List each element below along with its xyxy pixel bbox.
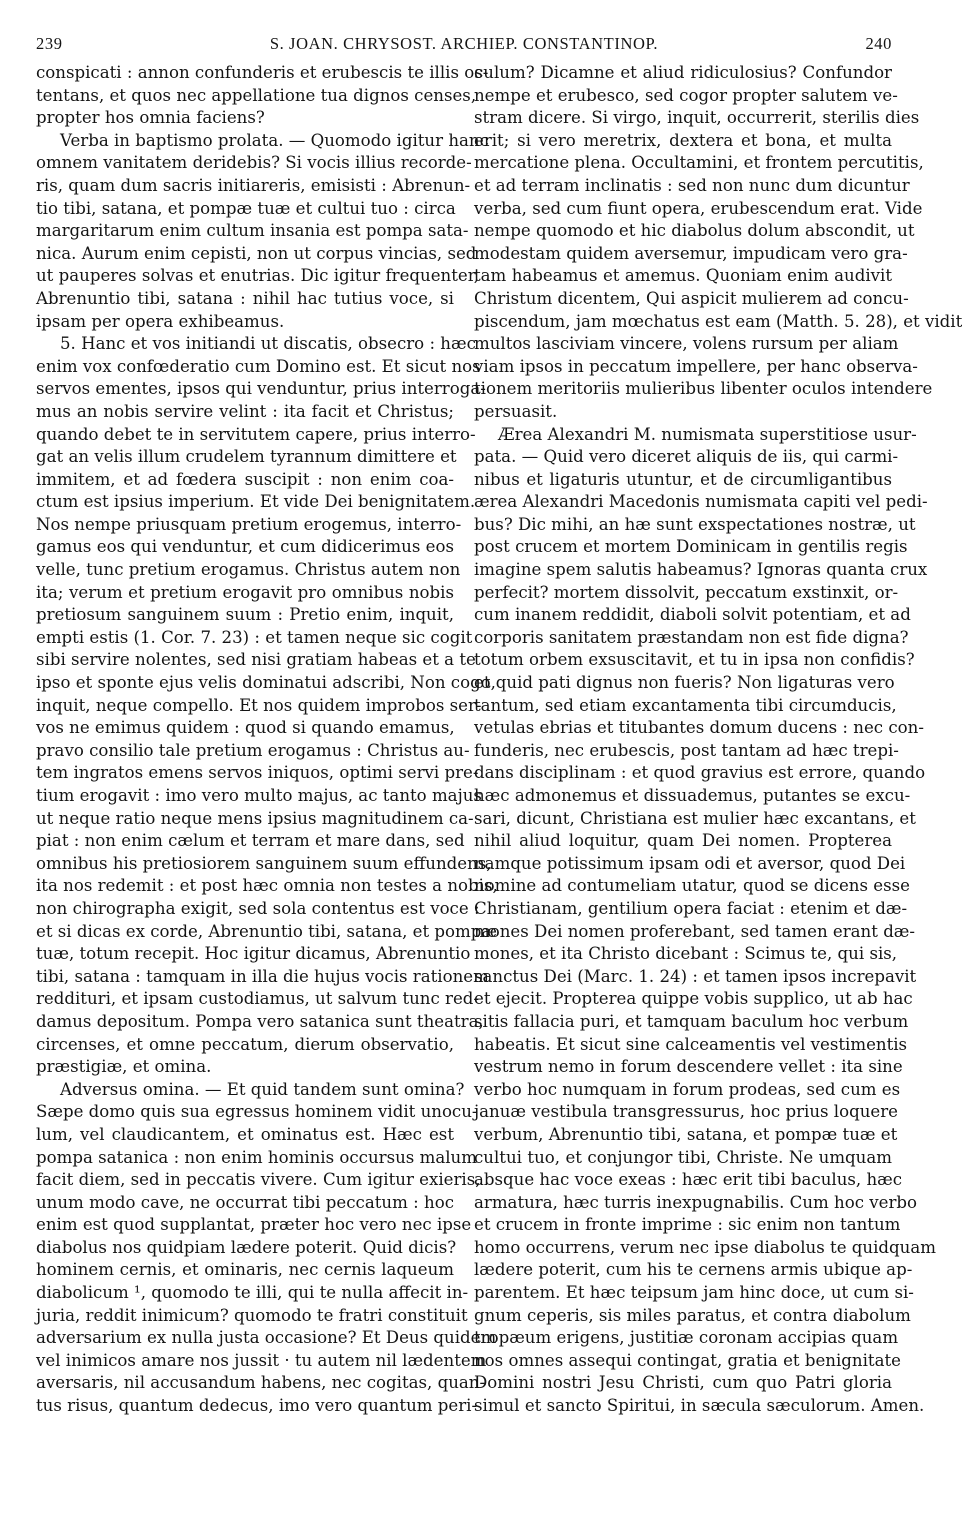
text-line: armatura, hæc turris inexpugnabilis. Cum hoc verbo xyxy=(474,1192,918,1212)
text-line: lum, vel claudicantem, et ominatus est. Hæc est xyxy=(36,1124,454,1144)
text-line: diabolicum ¹, quomodo te illi, qui te nulla affecit in- xyxy=(36,1283,469,1303)
text-line: ris, quam dum sacris initiareris, emisisti : Abrenun- xyxy=(36,175,471,195)
text-line: margaritarum enim cultum insania est pompa sata- xyxy=(36,221,469,241)
text-line: bus? Dic mihi, an hæ sunt exspectationes nostræ, ut xyxy=(474,514,916,534)
text-line: tium erogavit : imo vero multo majus, ac tanto majus xyxy=(36,786,482,805)
text-line: sari, dicunt, Christiana est mulier hæc excantans, et xyxy=(474,808,916,828)
text-line: dans disciplinam : et quod gravius est errore, quando xyxy=(474,763,926,783)
text-line: post crucem et mortem Dominicam in gentilis regis xyxy=(474,537,908,557)
text-line: nempe quomodo et hic diabolus dolum abscondit, ut xyxy=(474,221,915,241)
text-line: ut pauperes solvas et enutrias. Dic igitur frequenter, xyxy=(36,266,480,286)
text-line: mones, et ita Christo dicebant : Scimus te, qui sis, xyxy=(474,944,898,964)
text-line: Abrenuntio tibi, satana : nihil hac tutius voce, si xyxy=(36,288,454,308)
text-line: perfecit? mortem dissolvit, peccatum exstinxit, or- xyxy=(474,582,899,602)
text-line: pravo consilio tale pretium erogamus : Christus au- xyxy=(36,740,470,760)
text-line: simul et sancto Spiritui, in sæcula sæculorum. Amen. xyxy=(474,1396,925,1416)
text-line: aversaris, nil accusandum habens, nec cogitas, quan- xyxy=(36,1373,486,1393)
text-line: pata. — Quid vero diceret aliquis de iis, qui carmi- xyxy=(474,447,899,467)
text-line: Domini nostri Jesu Christi, cum quo Patri gloria xyxy=(474,1373,892,1393)
text-line: sitis fallacia puri, et tamquam baculum hoc verbum xyxy=(474,1011,909,1031)
text-line: Sæpe domo quis sua egressus hominem vidit unocu- xyxy=(36,1102,478,1122)
text-line: corporis sanitatem præstandam non est fide digna? xyxy=(474,627,909,647)
left-column xyxy=(36,62,498,1418)
text-line: verbum, Abrenuntio tibi, satana, et pompæ tuæ et xyxy=(474,1124,898,1144)
text-line: erit; si vero meretrix, dextera et bona, et multa xyxy=(474,130,892,150)
text-line: tuæ, totum recepit. Hoc igitur dicamus, Abrenuntio xyxy=(36,944,471,964)
text-line: nihil aliud loquitur, quam Dei nomen. Propterea xyxy=(474,831,892,851)
text-line: ctum est ipsius imperium. Et vide Dei benignitatem. xyxy=(36,492,476,512)
text-line: damus depositum. Pompa vero satanica sunt theatra, xyxy=(36,1011,484,1031)
text-line: tem ingratos emens servos iniquos, optimi servi pre- xyxy=(36,763,479,783)
text-line: velle, tunc pretium erogamus. Christus autem non xyxy=(36,560,461,580)
text-line: et crucem in fronte imprime : sic enim non tantum xyxy=(474,1215,901,1235)
text-line: enim est quod supplantat, præter hoc vero nec ipse xyxy=(36,1215,472,1235)
text-line: vel inimicos amare nos jussit · tu autem nil lædentem xyxy=(36,1350,487,1370)
text-line: lædere poterit, cum his te cernens armis ubique ap- xyxy=(474,1260,913,1280)
text-line: enim vox confœderatio cum Domino est. Et sicut nos xyxy=(36,356,481,376)
text-line: empti estis (1. Cor. 7. 23) : et tamen neque sic cogit xyxy=(36,627,473,647)
text-line: modestam quidem aversemur, impudicam vero gra- xyxy=(474,243,908,263)
text-line: Nos nempe priusquam pretium erogemus, interro- xyxy=(36,514,462,534)
text-line: vetulas ebrias et titubantes domum ducens : nec con- xyxy=(474,718,924,738)
text-line: ærea Alexandri Macedonis numismata capiti vel pedi- xyxy=(474,492,928,512)
text-line: non chirographa exigit, sed sola contentus est voce : xyxy=(36,898,480,918)
text-line: 5. Hanc et vos initiandi ut discatis, obsecro : hæc xyxy=(60,334,476,354)
text-line: pompa satanica : non enim hominis occursus malum xyxy=(36,1147,477,1167)
text-line: culum? Dicamne et aliud ridiculosius? Confundor xyxy=(474,63,892,82)
text-line: piat : non enim cælum et terram et mare dans, sed xyxy=(36,831,465,851)
text-line: pretiosum sanguinem suum : Pretio enim, inquit, xyxy=(36,605,454,625)
text-line: gat an velis illum crudelem tyrannum dimittere et xyxy=(36,447,457,467)
text-line: habeatis. Et sicut sine calceamentis vel vestimentis xyxy=(474,1034,908,1054)
text-line: verbo hoc numquam in forum prodeas, sed cum es xyxy=(474,1079,901,1099)
text-line: servos ementes, ipsos qui venduntur, prius interroga- xyxy=(36,379,486,399)
right-column xyxy=(474,62,962,1418)
text-line: adversarium ex nulla justa occasione? Et Deus quidem xyxy=(36,1328,497,1348)
text-line: tam habeamus et amemus. Quoniam enim audivit xyxy=(474,266,892,286)
text-line: facit diem, sed in peccatis vivere. Cum igitur exieris, xyxy=(36,1170,481,1190)
text-line: præstigiæ, et omina. xyxy=(36,1057,212,1077)
text-line: nibus et ligaturis utuntur, et de circumligantibus xyxy=(474,469,892,489)
text-line: funderis, nec erubescis, post tantam ad hæc trepi- xyxy=(474,740,899,760)
text-line: tropæum erigens, justitiæ coronam accipias quam xyxy=(474,1328,899,1348)
text-line: Adversus omina. — Et quid tandem sunt omina? xyxy=(60,1079,465,1099)
text-line: Christianam, gentilium opera faciat : etenim et dæ- xyxy=(474,898,908,918)
text-line: ipsam per opera exhibeamus. xyxy=(36,311,285,331)
text-line: Ærea Alexandri M. numismata superstitiose usur- xyxy=(498,424,917,444)
text-line: sanctus Dei (Marc. 1. 24) : et tamen ipsos increpavit xyxy=(474,966,917,986)
text-line: inquit, neque compello. Et nos quidem improbos ser- xyxy=(36,695,482,715)
text-line: tentans, et quos nec appellatione tua dignos censes, xyxy=(36,85,477,105)
text-line: multos lasciviam vincere, volens rursum per aliam xyxy=(474,334,899,354)
text-line: tibi, satana : tamquam in illa die hujus vocis rationem xyxy=(36,966,489,986)
text-line: et ad terram inclinatis : sed non nunc dum dicuntur xyxy=(474,175,910,195)
text-line: sibi servire nolentes, sed nisi gratiam habeas et a te xyxy=(36,650,476,670)
text-line: ut neque ratio neque mens ipsius magnitudinem ca- xyxy=(36,808,474,828)
text-line: januæ vestibula transgressurus, hoc prius loquere xyxy=(474,1102,898,1122)
text-line: et si dicas ex corde, Abrenuntio tibi, satana, et pompæ xyxy=(36,921,497,941)
text-line: verba, sed cum fiunt opera, erubescendum erat. Vide xyxy=(474,198,923,218)
text-line: ita; verum et pretium erogavit pro omnibus nobis xyxy=(36,582,454,602)
text-line: Verba in baptismo prolata. — Quomodo igitur hanc xyxy=(60,130,489,150)
text-line: Christum dicentem, Qui aspicit mulierem ad concu- xyxy=(474,288,909,308)
text-line: immitem, et ad fœdera suscipit : non enim coa- xyxy=(36,469,454,489)
text-line: gnum ceperis, sis miles paratus, et contra diabolum xyxy=(474,1305,911,1325)
text-line: hæc admonemus et dissuademus, putantes se excu- xyxy=(474,786,911,805)
text-line: cum inanem reddidit, diaboli solvit potentiam, et ad xyxy=(474,605,911,625)
text-line: juria, reddit inimicum? quomodo te fratri constituit xyxy=(36,1305,468,1325)
text-line: cultui tuo, et conjungor tibi, Christe. Ne umquam xyxy=(474,1147,892,1167)
text-line: reddituri, et ipsam custodiamus, ut salvum tunc red- xyxy=(36,989,480,1009)
text-line: omnem vanitatem deridebis? Si vocis illius recorde- xyxy=(36,153,472,173)
text-line: hominem cernis, et ominaris, nec cernis laqueum xyxy=(36,1260,454,1280)
text-line: et ejecit. Propterea quippe vobis supplico, ut ab hac xyxy=(474,989,913,1009)
text-line: piscendum, jam mœchatus est eam (Matth. 5. 28), et vidit xyxy=(474,311,962,331)
text-line: unum modo cave, ne occurrat tibi peccatum : hoc xyxy=(36,1192,454,1212)
text-line: nos omnes assequi contingat, gratia et benignitate xyxy=(474,1350,901,1370)
text-line: nempe et erubesco, sed cogor propter salutem ve- xyxy=(474,85,898,105)
text-line: mercatione plena. Occultamini, et frontem percutitis, xyxy=(474,153,924,173)
text-line: conspicati : annon confunderis et erubescis te illis os- xyxy=(36,63,489,82)
page-number-right: 240 xyxy=(865,34,892,53)
text-line: omnibus his pretiosiorem sanguinem suum effundens, xyxy=(36,853,492,873)
text-line: ipso et sponte ejus velis dominatui adscribi, Non cogo, xyxy=(36,673,496,693)
text-line: circenses, et omne peccatum, dierum observatio, xyxy=(36,1034,454,1054)
page-number-left: 239 xyxy=(36,34,63,53)
text-line: totum orbem exsuscitavit, et tu in ipsa non confidis? xyxy=(474,650,915,670)
text-line: gamus eos qui venduntur, et cum didicerimus eos xyxy=(36,537,454,557)
text-line: viam ipsos in peccatum impellere, per hanc observa- xyxy=(474,356,918,376)
text-line: nomine ad contumeliam utatur, quod se dicens esse xyxy=(474,876,910,896)
text-line: stram dicere. Si virgo, inquit, occurrerit, sterilis dies xyxy=(474,108,920,128)
text-line: diabolus nos quidpiam lædere poterit. Quid dicis? xyxy=(36,1237,457,1257)
text-line: ita nos redemit : et post hæc omnia non testes a nobis, xyxy=(36,876,498,896)
text-line: et quid pati dignus non fueris? Non ligaturas vero xyxy=(474,673,895,693)
text-line: tio tibi, satana, et pompæ tuæ et cultui tuo : circa xyxy=(36,198,456,218)
text-line: propter hos omnia faciens? xyxy=(36,108,265,128)
text-line: mones Dei nomen proferebant, sed tamen erant dæ- xyxy=(474,921,916,941)
text-line: tantum, sed etiam excantamenta tibi circumducis, xyxy=(474,695,897,715)
running-title: S. JOAN. CHRYSOST. ARCHIEP. CONSTANTINOP. xyxy=(269,34,659,53)
text-line: homo occurrens, verum nec ipse diabolus te quidquam xyxy=(474,1237,936,1257)
running-header xyxy=(36,34,892,60)
text-line: mus an nobis servire velint : ita facit et Christus; xyxy=(36,401,454,421)
text-line: tionem meritoriis mulieribus libenter oculos intendere xyxy=(474,379,933,399)
text-line: tus risus, quantum dedecus, imo vero quantum peri- xyxy=(36,1396,478,1416)
text-line: namque potissimum ipsam odi et aversor, quod Dei xyxy=(474,853,906,873)
text-line: vos ne emimus quidem : quod si quando emamus, xyxy=(36,718,455,738)
text-line: quando debet te in servitutem capere, prius interro- xyxy=(36,424,476,444)
text-line: persuasit. xyxy=(474,401,558,421)
text-line: absque hac voce exeas : hæc erit tibi baculus, hæc xyxy=(474,1170,903,1190)
text-line: nica. Aurum enim cepisti, non ut corpus vincias, sed xyxy=(36,243,477,263)
text-line: parentem. Et hæc teipsum jam hinc doce, ut cum si- xyxy=(474,1283,914,1303)
text-line: imagine spem salutis habeamus? Ignoras quanta crux xyxy=(474,560,928,580)
text-line: vestrum nemo in forum descendere vellet : ita sine xyxy=(474,1057,903,1077)
